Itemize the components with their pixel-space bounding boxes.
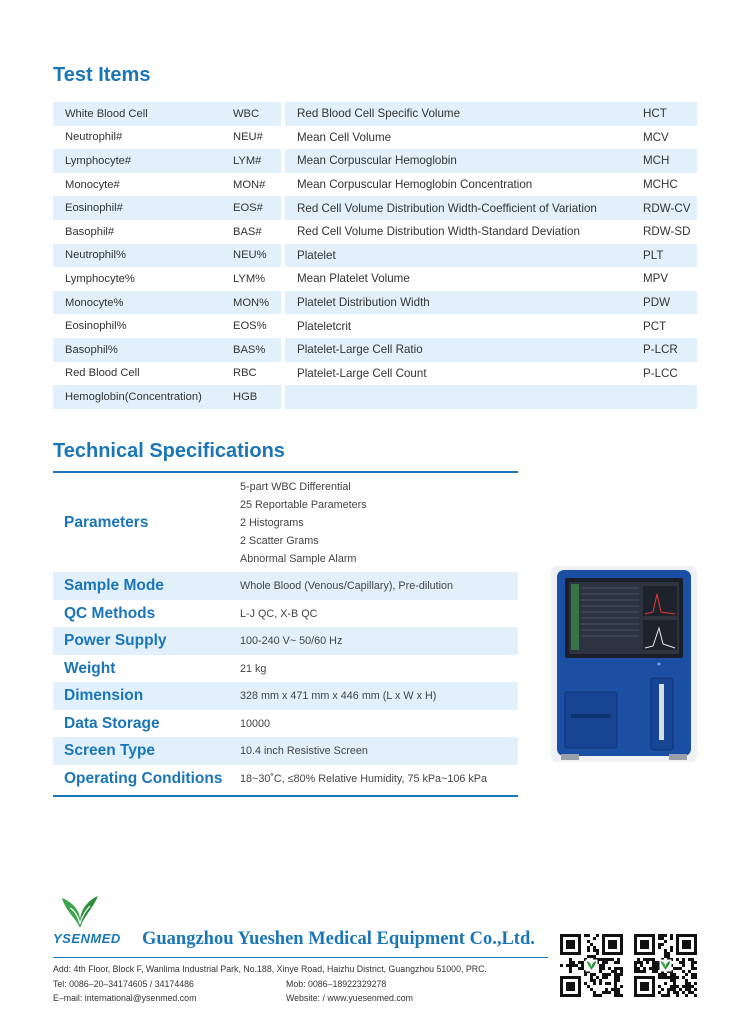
footer-rule <box>53 957 548 958</box>
spec-label: Power Supply <box>64 632 167 649</box>
test-item-row <box>285 173 697 197</box>
spec-label: Data Storage <box>64 714 160 732</box>
test-items-title: Test Items <box>53 64 151 86</box>
test-item-name: Monocyte# <box>65 178 120 191</box>
test-item-row <box>285 102 697 126</box>
test-item-name: Platelet-Large Cell Count <box>297 366 427 380</box>
test-item-name: Plateletcrit <box>297 319 352 333</box>
test-item-name: Platelet-Large Cell Ratio <box>297 343 423 357</box>
qr-code-2 <box>634 934 697 997</box>
test-item-row <box>285 338 697 362</box>
test-item-abbr: EOS% <box>233 320 267 333</box>
test-item-name: Mean Cell Volume <box>297 130 392 144</box>
test-item-abbr: WBC <box>233 107 260 120</box>
test-item-name: Mean Corpuscular Hemoglobin <box>297 154 457 168</box>
spec-row <box>53 474 518 572</box>
spec-label: Sample Mode <box>64 577 164 594</box>
test-item-name: Platelet Distribution Width <box>297 296 430 310</box>
analyzer-device-image <box>551 566 697 762</box>
test-item-abbr: MCH <box>643 154 670 168</box>
test-item-abbr: RBC <box>233 367 257 380</box>
test-item-name: Neutrophil% <box>65 249 126 262</box>
test-item-name: Eosinophil# <box>65 202 123 215</box>
test-item-name: Lymphocyte# <box>65 154 132 167</box>
test-item-abbr: BAS# <box>233 225 262 238</box>
test-item-name: Red Cell Volume Distribution Width-Standard Deviation <box>297 225 580 239</box>
spec-row <box>53 682 518 710</box>
test-item-name: Red Cell Volume Distribution Width-Coefficient of Variation <box>297 201 597 215</box>
test-item-row <box>53 149 281 173</box>
spec-row <box>53 655 518 682</box>
test-item-row <box>285 314 697 338</box>
test-item-row <box>285 362 697 386</box>
company-website: Website: / www.yuesenmed.com <box>286 993 413 1003</box>
test-item-row <box>53 196 281 220</box>
spec-value-line: Whole Blood (Venous/Capillary), Pre-dilution <box>240 580 454 592</box>
test-item-row <box>53 126 281 150</box>
spec-row <box>53 627 518 655</box>
test-item-row <box>285 267 697 291</box>
tech-specs-title: Technical Specifications <box>53 440 285 462</box>
spec-row <box>53 572 518 600</box>
test-item-abbr: PLT <box>643 248 664 262</box>
test-item-abbr: MON% <box>233 296 270 309</box>
test-item-abbr: LYM# <box>233 154 262 167</box>
spec-value-line: 5-part WBC Differential <box>240 481 351 493</box>
test-item-row <box>53 267 281 291</box>
spec-row <box>53 765 518 792</box>
test-item-abbr: MCV <box>643 130 669 144</box>
test-item-row <box>285 385 697 409</box>
spec-value <box>240 478 518 568</box>
test-item-abbr: MCHC <box>643 178 678 192</box>
test-item-row <box>53 362 281 386</box>
spec-value-line: 10000 <box>240 717 271 730</box>
spec-label: Screen Type <box>64 742 156 759</box>
spec-row <box>53 737 518 765</box>
test-item-abbr: PDW <box>643 296 671 310</box>
company-email: E–mail: international@ysenmed.com <box>53 993 197 1003</box>
test-item-name: Platelet <box>297 248 336 262</box>
test-item-name: Mean Corpuscular Hemoglobin Concentration <box>297 178 533 192</box>
test-item-row <box>53 244 281 268</box>
test-item-name: Monocyte% <box>65 296 124 309</box>
test-item-abbr: MPV <box>643 272 669 286</box>
test-item-abbr: P-LCR <box>643 343 678 357</box>
spec-row <box>53 710 518 737</box>
spec-value-line: 100-240 V~ 50/60 Hz <box>240 635 343 647</box>
test-item-name: Lymphocyte% <box>65 272 135 285</box>
spec-value-line: 2 Scatter Grams <box>240 535 319 547</box>
spec-value-line: Abnormal Sample Alarm <box>240 553 357 565</box>
test-item-abbr: NEU% <box>233 249 267 262</box>
spec-value-line: 2 Histograms <box>240 517 304 529</box>
spec-value-line: L-J QC, X-B QC <box>240 607 318 620</box>
test-item-abbr: RDW-SD <box>643 225 691 239</box>
tech-specs-table <box>53 474 518 792</box>
test-item-abbr: BAS% <box>233 343 266 356</box>
test-item-row <box>53 385 281 409</box>
test-item-row <box>53 102 281 126</box>
test-item-row <box>285 126 697 150</box>
test-item-row <box>53 314 281 338</box>
test-item-abbr: LYM% <box>233 272 266 285</box>
ysenmed-logo-icon <box>58 890 102 930</box>
test-item-row <box>285 149 697 173</box>
test-item-row <box>285 196 697 220</box>
test-item-abbr: EOS# <box>233 202 263 215</box>
spec-value-line: 328 mm x 471 mm x 446 mm (L x W x H) <box>240 690 437 702</box>
test-item-row <box>285 220 697 244</box>
spec-value-line: 25 Reportable Parameters <box>240 499 367 511</box>
spec-value <box>240 770 518 788</box>
specs-bottom-rule <box>53 795 518 797</box>
test-item-abbr: PCT <box>643 319 667 333</box>
test-item-name: Neutrophil# <box>65 131 123 144</box>
test-item-row <box>285 244 697 268</box>
test-item-name: Basophil% <box>65 343 118 356</box>
spec-row <box>53 600 518 627</box>
company-name: Guangzhou Yueshen Medical Equipment Co.,Ltd. <box>142 929 535 949</box>
qr-code-1 <box>560 934 623 997</box>
spec-label: Parameters <box>64 514 149 531</box>
spec-label: Weight <box>64 659 116 677</box>
test-item-row <box>53 173 281 197</box>
company-mob: Mob: 0086–18922329278 <box>286 979 387 989</box>
spec-label: Operating Conditions <box>64 769 223 787</box>
company-tel: Tel: 0086–20–34174605 / 34174486 <box>53 979 194 989</box>
specs-top-rule <box>53 471 518 473</box>
spec-value-line: 10.4 inch Resistive Screen <box>240 745 368 757</box>
spec-value <box>240 742 518 760</box>
test-item-name: Red Blood Cell Specific Volume <box>297 107 461 121</box>
test-item-abbr: P-LCC <box>643 366 678 380</box>
test-item-name: Hemoglobin(Concentration) <box>65 390 202 403</box>
company-address: Add: 4th Floor, Block F, Wanlima Industrial Park, No.188, Xinye Road, Haizhu District, Guangzhou 51000, PRC. <box>53 964 487 974</box>
spec-value <box>240 715 518 733</box>
test-item-row <box>53 338 281 362</box>
spec-value <box>240 687 518 705</box>
test-items-right-table <box>285 102 697 409</box>
test-item-abbr: RDW-CV <box>643 201 691 215</box>
spec-value <box>240 577 518 595</box>
test-item-name: Eosinophil% <box>65 320 127 333</box>
test-item-row <box>53 291 281 315</box>
test-item-abbr: HCT <box>643 107 667 121</box>
test-item-abbr: NEU# <box>233 131 263 144</box>
spec-value-line: 21 kg <box>240 662 267 675</box>
spec-value <box>240 660 518 678</box>
spec-label: QC Methods <box>64 604 156 622</box>
test-item-row <box>53 220 281 244</box>
test-items-left-table <box>53 102 281 409</box>
spec-value <box>240 605 518 623</box>
brand-name: YSENMED <box>53 931 121 946</box>
test-item-name: Basophil# <box>65 225 115 238</box>
spec-value <box>240 632 518 650</box>
spec-label: Dimension <box>64 687 144 704</box>
test-item-abbr: MON# <box>233 178 266 191</box>
test-item-name: White Blood Cell <box>65 107 148 120</box>
spec-value-line: 18~30˚C, ≤80% Relative Humidity, 75 kPa~106 kPa <box>240 772 487 785</box>
test-item-name: Red Blood Cell <box>65 367 140 380</box>
test-item-name: Mean Platelet Volume <box>297 272 410 286</box>
test-item-abbr: HGB <box>233 390 258 403</box>
test-item-row <box>285 291 697 315</box>
